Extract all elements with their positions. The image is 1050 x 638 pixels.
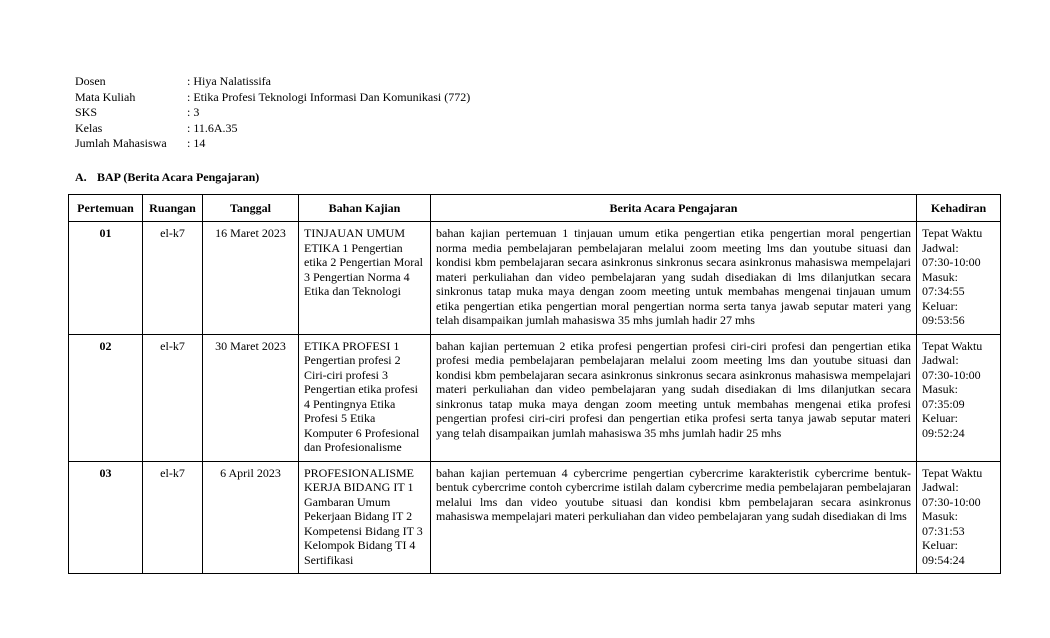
attendance-in-label: Masuk: [922,269,958,284]
attendance-out-label: Keluar: [922,411,958,425]
cell-bahan-kajian: TINJAUAN UMUM ETIKA 1 Pengertian etika 2 Pengertian Moral 3 Pengertian Norma 4 Etika dan Teknologi [299,222,431,335]
attendance-out-label: Keluar: [922,538,958,552]
info-row-dosen [75,74,470,90]
cell-ruangan: el-k7 [143,222,203,335]
cell-tanggal: 16 Maret 2023 [203,222,299,335]
cell-tanggal: 6 April 2023 [203,461,299,574]
cell-pertemuan: 03 [69,461,143,574]
attendance-schedule-label: Jadwal: [922,353,959,367]
info-row-mata-kuliah [75,90,470,106]
attendance-out-time: 09:53:56 [922,313,965,327]
cell-pertemuan: 01 [69,222,143,335]
attendance-in-label: Masuk: [922,382,958,396]
table-header-row [69,195,1001,222]
attendance-schedule: 07:30-10:00 [922,255,981,269]
info-value: : 3 [187,105,200,119]
info-row-sks [75,105,470,121]
header-berita-acara: Berita Acara Pengajaran [431,195,917,222]
header-pertemuan: Pertemuan [69,195,143,222]
attendance-out-time: 09:54:24 [922,552,965,567]
attendance-schedule: 07:30-10:00 [922,367,981,382]
attendance-status: Tepat Waktu [922,338,983,353]
attendance-out-time: 09:52:24 [922,425,965,440]
info-value: : 14 [187,136,206,150]
attendance-status: Tepat Waktu [922,226,983,240]
header-kehadiran: Kehadiran [917,195,1001,222]
info-value: : Hiya Nalatissifa [187,74,271,88]
table-row [69,334,1001,461]
header-ruangan: Ruangan [143,195,203,222]
info-label: Mata Kuliah [75,89,136,104]
cell-bahan-kajian: ETIKA PROFESI 1 Pengertian profesi 2 Ciri-ciri profesi 3 Pengertian etika profesi 4 Pentingnya Etika Profesi 5 Etika Komputer 6 Profesional dan Profesionalisme [299,334,431,461]
cell-tanggal: 30 Maret 2023 [203,334,299,461]
section-heading [75,170,259,185]
info-label: Kelas [75,120,103,135]
cell-berita-acara: bahan kajian pertemuan 4 cybercrime pengertian cybercrime karakteristik cybercrime bentuk-bentuk cybercrime contoh cybercrime istilah dalam cybercrime media pembelajaran pembelajaran melalui lms dan video youtube situasi dan kondisi kbm pembelajaran secara asinkronus mahasiswa mempelajari materi perkuliahan dan video pembelajaran yang sudah disediakan di lms [431,461,917,574]
info-label: Dosen [75,74,106,88]
course-info [75,74,470,152]
attendance-in-time: 07:35:09 [922,396,965,411]
info-value: : Etika Profesi Teknologi Informasi Dan Komunikasi (772) [187,89,471,104]
bap-table [68,194,1001,574]
info-row-jumlah-mahasiswa [75,136,470,152]
attendance-in-time: 07:31:53 [922,523,965,538]
cell-kehadiran [917,222,1001,335]
info-label: Jumlah Mahasiswa [75,136,167,150]
attendance-in-label: Masuk: [922,509,958,523]
cell-kehadiran [917,461,1001,574]
header-tanggal: Tanggal [203,195,299,222]
info-label: SKS [75,105,98,119]
cell-kehadiran [917,334,1001,461]
attendance-schedule-label: Jadwal: [922,240,959,255]
cell-ruangan: el-k7 [143,461,203,574]
table-row [69,222,1001,335]
attendance-in-time: 07:34:55 [922,284,965,298]
cell-berita-acara: bahan kajian pertemuan 1 tinjauan umum etika pengertian etika pengertian moral pengertian norma media pembelajaran pembelajaran melalui zoom meeting lms dan youtube situasi dan kondisi kbm pembelajaran secara asinkronus sinkronus secara asinkronus mahasiswa mempelajari materi perkuliahan dan video pembelajaran yang sudah disediakan di lms dilanjutkan secara sinkronus tatap muka maya dengan zoom meeting untuk membahas mengenai tinjauan umum etika pengertian etika pengertian moral pengertian norma serta tanya jawab seputar materi yang telah disampaikan jumlah mahasiswa 35 mhs jumlah hadir 27 mhs [431,222,917,335]
header-bahan-kajian: Bahan Kajian [299,195,431,222]
attendance-status: Tepat Waktu [922,465,983,480]
section-title: BAP (Berita Acara Pengajaran) [97,170,260,184]
info-value: : 11.6A.35 [187,120,238,135]
cell-berita-acara: bahan kajian pertemuan 2 etika profesi pengertian profesi ciri-ciri profesi dan pengertian etika profesi media pembelajaran pembelajaran melalui zoom meeting lms dan youtube situasi dan kondisi kbm pembelajaran secara asinkronus sinkronus secara asinkronus mahasiswa mempelajari materi perkuliahan dan video pembelajaran yang sudah disediakan di lms dilanjutkan secara sinkronus tatap muka maya dengan zoom meeting untuk membahas mengenai etika profesi pengertian profesi ciri-ciri profesi dan pengertian etika profesi serta tanya jawab seputar materi yang telah disampaikan jumlah mahasiswa 35 mhs jumlah hadir 25 mhs [431,334,917,461]
section-letter: A. [75,170,87,184]
info-row-kelas [75,121,470,137]
cell-pertemuan: 02 [69,334,143,461]
attendance-schedule: 07:30-10:00 [922,494,981,509]
cell-bahan-kajian: PROFESIONALISME KERJA BIDANG IT 1 Gambaran Umum Pekerjaan Bidang IT 2 Kompetensi Bidang IT 3 Kelompok Bidang TI 4 Sertifikasi [299,461,431,574]
attendance-schedule-label: Jadwal: [922,480,959,494]
table-row [69,461,1001,574]
attendance-out-label: Keluar: [922,298,958,313]
cell-ruangan: el-k7 [143,334,203,461]
